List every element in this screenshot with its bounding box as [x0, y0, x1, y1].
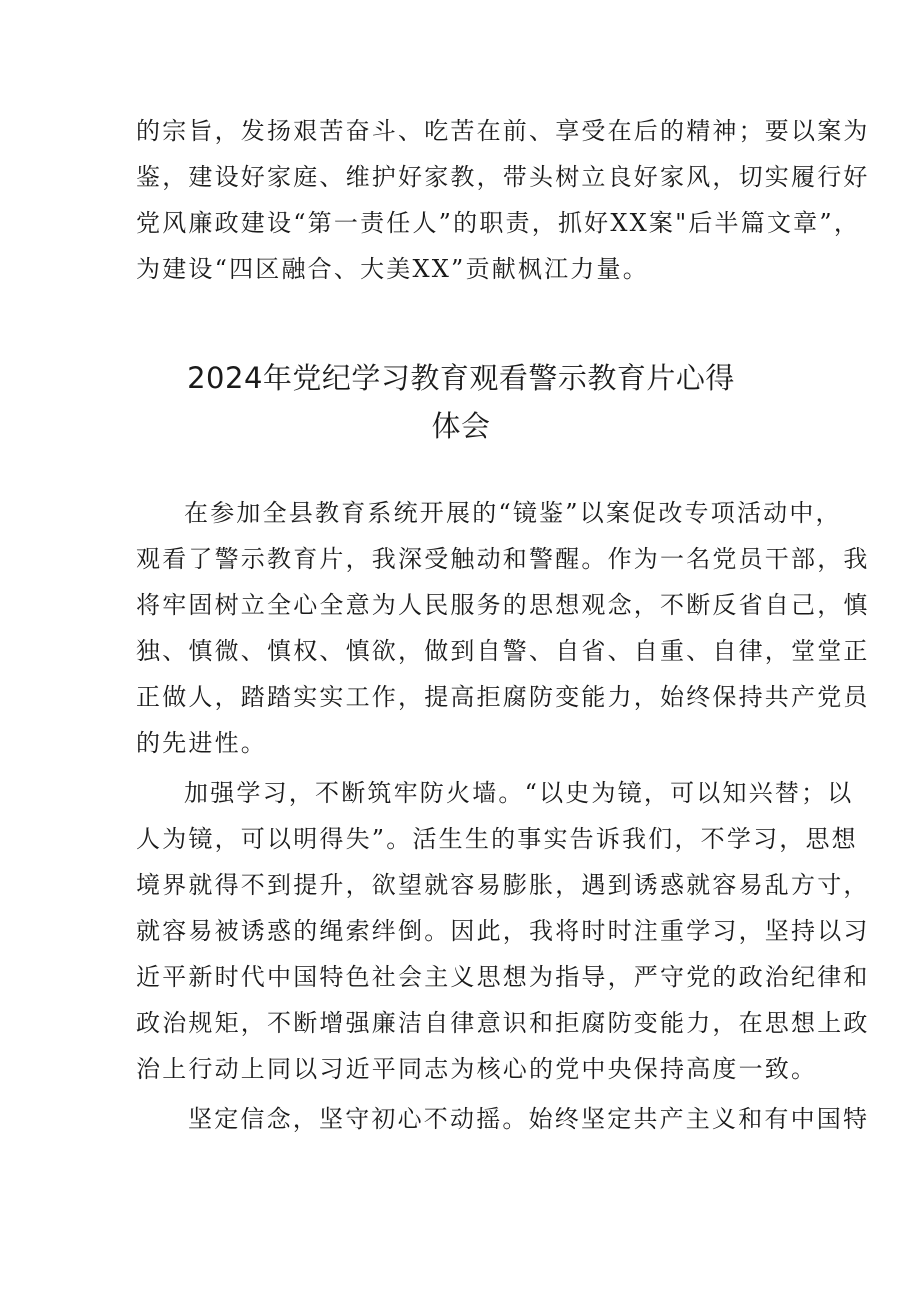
text-line: 在参加全县教育系统开展的“镜鉴”以案促改专项活动中， — [184, 499, 842, 527]
text-line: 政治规矩，不断增强廉洁自律意识和拒腐防变能力，在思想上政 — [136, 1009, 870, 1037]
paragraph-3 — [136, 1096, 870, 1142]
text-line: 治上行动上同以习近平同志为核心的党中央保持高度一致。 — [136, 1055, 818, 1083]
text-line: 人为镜，可以明得失”。活生生的事实告诉我们，不学习，思想 — [136, 825, 858, 853]
text-line: 近平新时代中国特色社会主义思想为指导，严守党的政治纪律和 — [136, 963, 870, 991]
text-line: 为建设“四区融合、大美XX”贡献枫江力量。 — [136, 255, 649, 283]
text-line: 坚定信念，坚守初心不动摇。始终坚定共产主义和有中国特 — [188, 1105, 870, 1133]
intro-paragraph — [136, 108, 870, 292]
text-line: 正做人，踏踏实实工作，提高拒腐防变能力，始终保持共产党员 — [136, 683, 870, 711]
text-line: 加强学习，不断筑牢防火墙。“以史为镜，可以知兴替；以 — [184, 779, 854, 807]
text-line: 就容易被诱惑的绳索绊倒。因此，我将时时注重学习，坚持以习 — [136, 917, 870, 945]
paragraph-1 — [136, 490, 870, 766]
text-line: 的先进性。 — [136, 729, 267, 757]
text-line: 鉴，建设好家庭、维护好家教，带头树立良好家风，切实履行好 — [136, 163, 870, 191]
paragraph-2 — [136, 770, 870, 1092]
document-title — [136, 354, 786, 450]
document-page — [136, 108, 870, 1142]
text-line: 独、慎微、慎权、慎欲，做到自警、自省、自重、自律，堂堂正 — [136, 637, 870, 665]
text-line: 将牢固树立全心全意为人民服务的思想观念，不断反省自己，慎 — [136, 591, 870, 619]
text-line: 观看了警示教育片，我深受触动和警醒。作为一名党员干部，我 — [136, 545, 870, 573]
text-line: 党风廉政建设“第一责任人”的职责，抓好XX案"后半篇文章”， — [136, 209, 861, 237]
text-line: 境界就得不到提升，欲望就容易膨胀，遇到诱惑就容易乱方寸， — [136, 871, 870, 899]
title-line-1: 2024年党纪学习教育观看警示教育片心得 — [187, 361, 735, 395]
text-line: 的宗旨，发扬艰苦奋斗、吃苦在前、享受在后的精神；要以案为 — [136, 117, 870, 145]
title-line-2: 体会 — [431, 409, 491, 443]
